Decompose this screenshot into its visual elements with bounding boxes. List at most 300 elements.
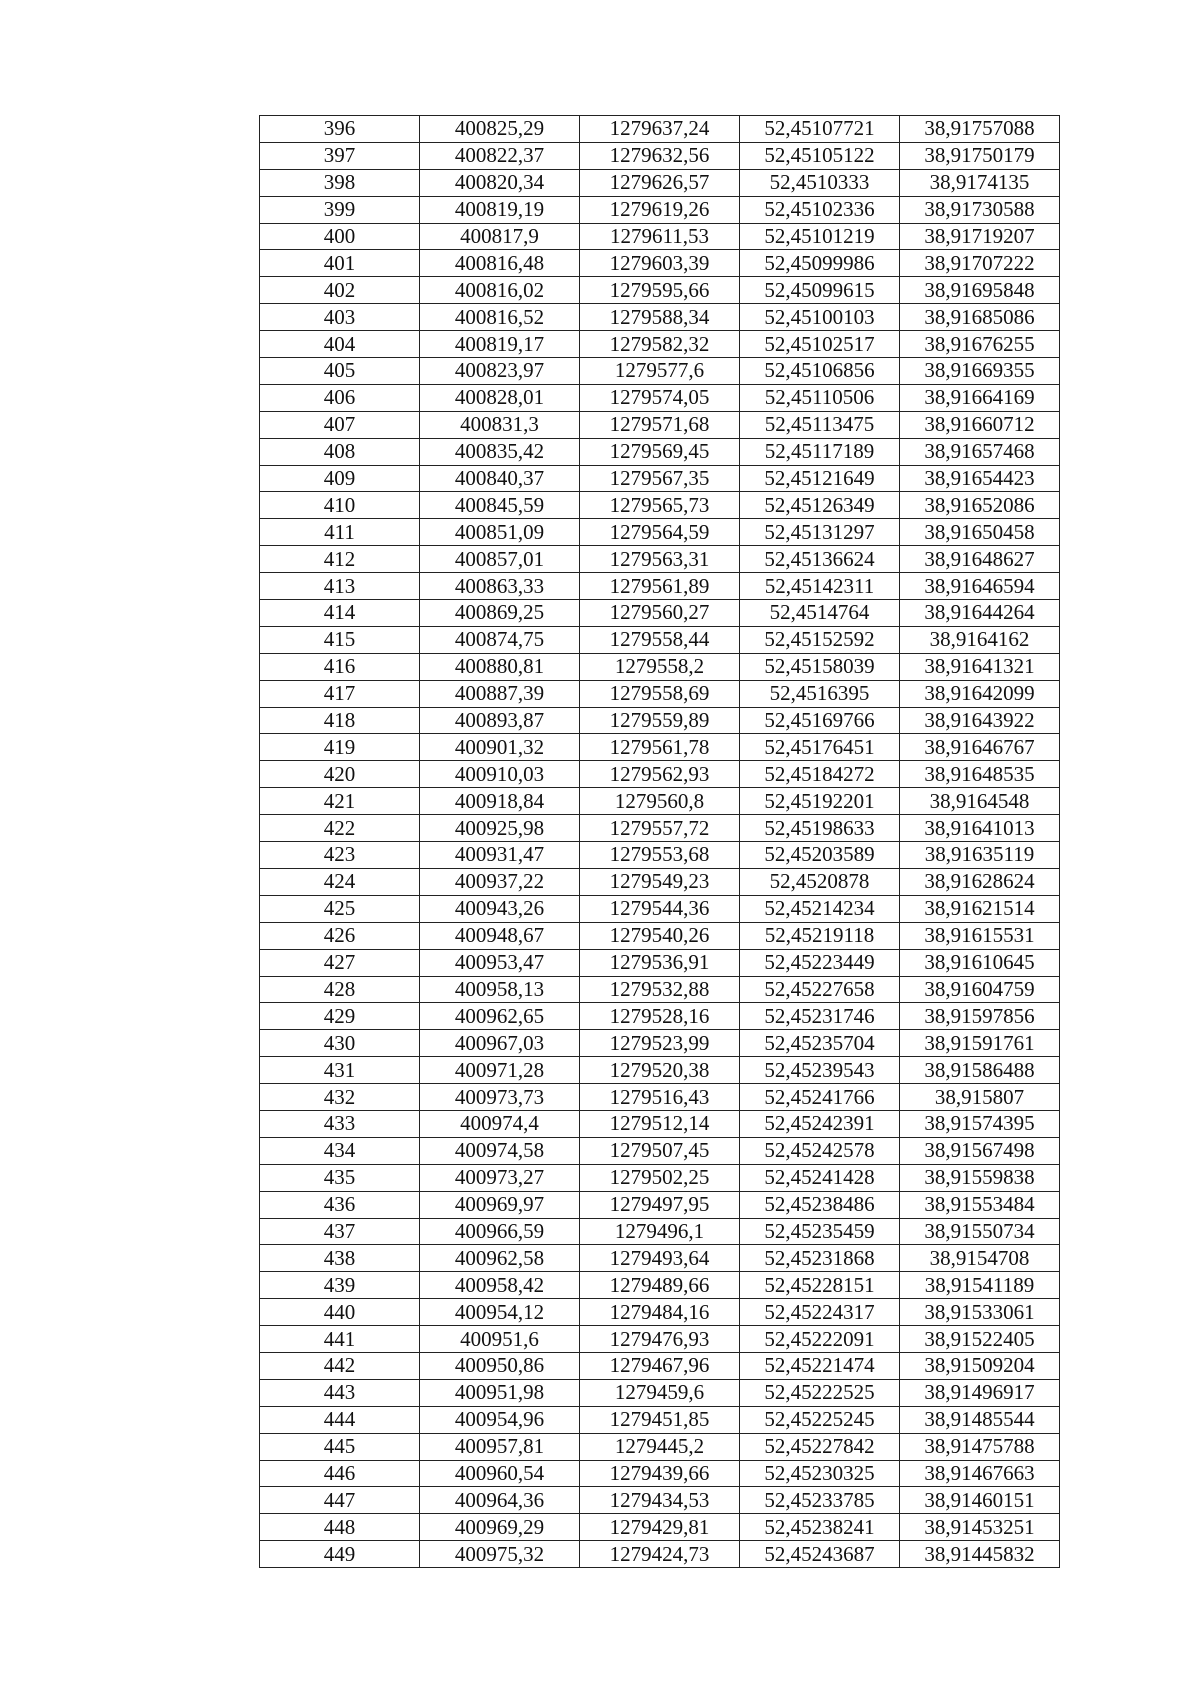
- longitude-cell: 38,91757088: [900, 116, 1060, 143]
- y-coordinate-cell: 1279558,44: [580, 626, 740, 653]
- point-number-cell: 413: [260, 573, 420, 600]
- latitude-cell: 52,45222091: [740, 1326, 900, 1353]
- y-coordinate-cell: 1279459,6: [580, 1379, 740, 1406]
- table-row: [260, 1406, 1060, 1433]
- longitude-cell: 38,91642099: [900, 680, 1060, 707]
- latitude-cell: 52,45184272: [740, 761, 900, 788]
- point-number-cell: 423: [260, 842, 420, 869]
- x-coordinate-cell: 400817,9: [420, 223, 580, 250]
- latitude-cell: 52,45126349: [740, 492, 900, 519]
- point-number-cell: 446: [260, 1460, 420, 1487]
- table-row: [260, 653, 1060, 680]
- y-coordinate-cell: 1279637,24: [580, 116, 740, 143]
- point-number-cell: 416: [260, 653, 420, 680]
- table-row: [260, 1110, 1060, 1137]
- table-row: [260, 788, 1060, 815]
- longitude-cell: 38,91460151: [900, 1487, 1060, 1514]
- y-coordinate-cell: 1279507,45: [580, 1137, 740, 1164]
- x-coordinate-cell: 400962,58: [420, 1245, 580, 1272]
- y-coordinate-cell: 1279493,64: [580, 1245, 740, 1272]
- longitude-cell: 38,91648535: [900, 761, 1060, 788]
- y-coordinate-cell: 1279424,73: [580, 1541, 740, 1568]
- coordinates-table: [259, 115, 1060, 1568]
- point-number-cell: 421: [260, 788, 420, 815]
- x-coordinate-cell: 400962,65: [420, 1003, 580, 1030]
- point-number-cell: 407: [260, 411, 420, 438]
- latitude-cell: 52,45228151: [740, 1272, 900, 1299]
- table-row: [260, 573, 1060, 600]
- table-row: [260, 411, 1060, 438]
- latitude-cell: 52,45233785: [740, 1487, 900, 1514]
- x-coordinate-cell: 400874,75: [420, 626, 580, 653]
- point-number-cell: 438: [260, 1245, 420, 1272]
- latitude-cell: 52,45158039: [740, 653, 900, 680]
- point-number-cell: 401: [260, 250, 420, 277]
- latitude-cell: 52,45231868: [740, 1245, 900, 1272]
- x-coordinate-cell: 400857,01: [420, 546, 580, 573]
- point-number-cell: 437: [260, 1218, 420, 1245]
- table-row: [260, 1084, 1060, 1111]
- longitude-cell: 38,91644264: [900, 600, 1060, 627]
- point-number-cell: 417: [260, 680, 420, 707]
- x-coordinate-cell: 400893,87: [420, 707, 580, 734]
- table-row: [260, 1003, 1060, 1030]
- table-row: [260, 492, 1060, 519]
- x-coordinate-cell: 400816,02: [420, 277, 580, 304]
- x-coordinate-cell: 400822,37: [420, 142, 580, 169]
- latitude-cell: 52,45152592: [740, 626, 900, 653]
- latitude-cell: 52,45102336: [740, 196, 900, 223]
- point-number-cell: 426: [260, 922, 420, 949]
- y-coordinate-cell: 1279561,78: [580, 734, 740, 761]
- x-coordinate-cell: 400816,48: [420, 250, 580, 277]
- y-coordinate-cell: 1279523,99: [580, 1030, 740, 1057]
- x-coordinate-cell: 400937,22: [420, 868, 580, 895]
- x-coordinate-cell: 400828,01: [420, 384, 580, 411]
- x-coordinate-cell: 400954,12: [420, 1299, 580, 1326]
- x-coordinate-cell: 400819,19: [420, 196, 580, 223]
- latitude-cell: 52,45224317: [740, 1299, 900, 1326]
- latitude-cell: 52,45105122: [740, 142, 900, 169]
- latitude-cell: 52,45107721: [740, 116, 900, 143]
- longitude-cell: 38,91621514: [900, 895, 1060, 922]
- longitude-cell: 38,91553484: [900, 1191, 1060, 1218]
- table-row: [260, 304, 1060, 331]
- table-row: [260, 949, 1060, 976]
- table-row: [260, 600, 1060, 627]
- y-coordinate-cell: 1279557,72: [580, 815, 740, 842]
- latitude-cell: 52,45110506: [740, 384, 900, 411]
- y-coordinate-cell: 1279434,53: [580, 1487, 740, 1514]
- y-coordinate-cell: 1279476,93: [580, 1326, 740, 1353]
- point-number-cell: 448: [260, 1514, 420, 1541]
- point-number-cell: 412: [260, 546, 420, 573]
- table-row: [260, 465, 1060, 492]
- point-number-cell: 422: [260, 815, 420, 842]
- x-coordinate-cell: 400851,09: [420, 519, 580, 546]
- longitude-cell: 38,91586488: [900, 1057, 1060, 1084]
- longitude-cell: 38,91597856: [900, 1003, 1060, 1030]
- latitude-cell: 52,45198633: [740, 815, 900, 842]
- latitude-cell: 52,45101219: [740, 223, 900, 250]
- table-row: [260, 142, 1060, 169]
- y-coordinate-cell: 1279549,23: [580, 868, 740, 895]
- longitude-cell: 38,91707222: [900, 250, 1060, 277]
- point-number-cell: 445: [260, 1433, 420, 1460]
- longitude-cell: 38,91453251: [900, 1514, 1060, 1541]
- x-coordinate-cell: 400825,29: [420, 116, 580, 143]
- table-row: [260, 1514, 1060, 1541]
- point-number-cell: 432: [260, 1084, 420, 1111]
- x-coordinate-cell: 400835,42: [420, 438, 580, 465]
- y-coordinate-cell: 1279577,6: [580, 358, 740, 385]
- x-coordinate-cell: 400953,47: [420, 949, 580, 976]
- table-row: [260, 519, 1060, 546]
- x-coordinate-cell: 400925,98: [420, 815, 580, 842]
- x-coordinate-cell: 400958,13: [420, 976, 580, 1003]
- y-coordinate-cell: 1279560,27: [580, 600, 740, 627]
- y-coordinate-cell: 1279563,31: [580, 546, 740, 573]
- longitude-cell: 38,91643922: [900, 707, 1060, 734]
- longitude-cell: 38,91650458: [900, 519, 1060, 546]
- point-number-cell: 424: [260, 868, 420, 895]
- latitude-cell: 52,45243687: [740, 1541, 900, 1568]
- table-row: [260, 1460, 1060, 1487]
- table-row: [260, 1352, 1060, 1379]
- table-row: [260, 1272, 1060, 1299]
- y-coordinate-cell: 1279544,36: [580, 895, 740, 922]
- table-row: [260, 1541, 1060, 1568]
- x-coordinate-cell: 400887,39: [420, 680, 580, 707]
- x-coordinate-cell: 400869,25: [420, 600, 580, 627]
- x-coordinate-cell: 400973,73: [420, 1084, 580, 1111]
- point-number-cell: 403: [260, 304, 420, 331]
- point-number-cell: 443: [260, 1379, 420, 1406]
- point-number-cell: 430: [260, 1030, 420, 1057]
- latitude-cell: 52,45235704: [740, 1030, 900, 1057]
- y-coordinate-cell: 1279561,89: [580, 573, 740, 600]
- x-coordinate-cell: 400819,17: [420, 331, 580, 358]
- point-number-cell: 402: [260, 277, 420, 304]
- point-number-cell: 411: [260, 519, 420, 546]
- longitude-cell: 38,91657468: [900, 438, 1060, 465]
- longitude-cell: 38,91533061: [900, 1299, 1060, 1326]
- table-row: [260, 1487, 1060, 1514]
- y-coordinate-cell: 1279595,66: [580, 277, 740, 304]
- longitude-cell: 38,91496917: [900, 1379, 1060, 1406]
- x-coordinate-cell: 400973,27: [420, 1164, 580, 1191]
- point-number-cell: 442: [260, 1352, 420, 1379]
- y-coordinate-cell: 1279564,59: [580, 519, 740, 546]
- point-number-cell: 441: [260, 1326, 420, 1353]
- point-number-cell: 410: [260, 492, 420, 519]
- latitude-cell: 52,4514764: [740, 600, 900, 627]
- point-number-cell: 400: [260, 223, 420, 250]
- table-row: [260, 680, 1060, 707]
- x-coordinate-cell: 400951,6: [420, 1326, 580, 1353]
- y-coordinate-cell: 1279626,57: [580, 169, 740, 196]
- longitude-cell: 38,91550734: [900, 1218, 1060, 1245]
- x-coordinate-cell: 400960,54: [420, 1460, 580, 1487]
- y-coordinate-cell: 1279565,73: [580, 492, 740, 519]
- y-coordinate-cell: 1279496,1: [580, 1218, 740, 1245]
- y-coordinate-cell: 1279439,66: [580, 1460, 740, 1487]
- point-number-cell: 419: [260, 734, 420, 761]
- latitude-cell: 52,45106856: [740, 358, 900, 385]
- x-coordinate-cell: 400967,03: [420, 1030, 580, 1057]
- y-coordinate-cell: 1279574,05: [580, 384, 740, 411]
- table-row: [260, 358, 1060, 385]
- table-row: [260, 1191, 1060, 1218]
- x-coordinate-cell: 400880,81: [420, 653, 580, 680]
- table-row: [260, 626, 1060, 653]
- y-coordinate-cell: 1279562,93: [580, 761, 740, 788]
- longitude-cell: 38,91559838: [900, 1164, 1060, 1191]
- longitude-cell: 38,91485544: [900, 1406, 1060, 1433]
- longitude-cell: 38,91719207: [900, 223, 1060, 250]
- longitude-cell: 38,91615531: [900, 922, 1060, 949]
- latitude-cell: 52,45219118: [740, 922, 900, 949]
- point-number-cell: 399: [260, 196, 420, 223]
- latitude-cell: 52,4516395: [740, 680, 900, 707]
- x-coordinate-cell: 400948,67: [420, 922, 580, 949]
- table-row: [260, 1299, 1060, 1326]
- longitude-cell: 38,91522405: [900, 1326, 1060, 1353]
- x-coordinate-cell: 400974,58: [420, 1137, 580, 1164]
- x-coordinate-cell: 400957,81: [420, 1433, 580, 1460]
- table-row: [260, 895, 1060, 922]
- table-row: [260, 1326, 1060, 1353]
- point-number-cell: 429: [260, 1003, 420, 1030]
- longitude-cell: 38,91695848: [900, 277, 1060, 304]
- longitude-cell: 38,91730588: [900, 196, 1060, 223]
- table-row: [260, 1245, 1060, 1272]
- y-coordinate-cell: 1279558,69: [580, 680, 740, 707]
- y-coordinate-cell: 1279567,35: [580, 465, 740, 492]
- point-number-cell: 398: [260, 169, 420, 196]
- latitude-cell: 52,45241766: [740, 1084, 900, 1111]
- table-row: [260, 868, 1060, 895]
- x-coordinate-cell: 400971,28: [420, 1057, 580, 1084]
- table-row: [260, 331, 1060, 358]
- x-coordinate-cell: 400918,84: [420, 788, 580, 815]
- x-coordinate-cell: 400969,97: [420, 1191, 580, 1218]
- longitude-cell: 38,91654423: [900, 465, 1060, 492]
- point-number-cell: 427: [260, 949, 420, 976]
- y-coordinate-cell: 1279528,16: [580, 1003, 740, 1030]
- point-number-cell: 428: [260, 976, 420, 1003]
- y-coordinate-cell: 1279569,45: [580, 438, 740, 465]
- latitude-cell: 52,45099986: [740, 250, 900, 277]
- x-coordinate-cell: 400975,32: [420, 1541, 580, 1568]
- latitude-cell: 52,45231746: [740, 1003, 900, 1030]
- longitude-cell: 38,91610645: [900, 949, 1060, 976]
- latitude-cell: 52,45102517: [740, 331, 900, 358]
- latitude-cell: 52,45136624: [740, 546, 900, 573]
- table-row: [260, 734, 1060, 761]
- x-coordinate-cell: 400943,26: [420, 895, 580, 922]
- point-number-cell: 447: [260, 1487, 420, 1514]
- table-row: [260, 277, 1060, 304]
- latitude-cell: 52,45100103: [740, 304, 900, 331]
- table-row: [260, 116, 1060, 143]
- longitude-cell: 38,91648627: [900, 546, 1060, 573]
- y-coordinate-cell: 1279571,68: [580, 411, 740, 438]
- table-row: [260, 761, 1060, 788]
- x-coordinate-cell: 400816,52: [420, 304, 580, 331]
- x-coordinate-cell: 400954,96: [420, 1406, 580, 1433]
- x-coordinate-cell: 400863,33: [420, 573, 580, 600]
- x-coordinate-cell: 400823,97: [420, 358, 580, 385]
- y-coordinate-cell: 1279502,25: [580, 1164, 740, 1191]
- table-row: [260, 250, 1060, 277]
- latitude-cell: 52,45230325: [740, 1460, 900, 1487]
- latitude-cell: 52,45203589: [740, 842, 900, 869]
- longitude-cell: 38,91567498: [900, 1137, 1060, 1164]
- y-coordinate-cell: 1279520,38: [580, 1057, 740, 1084]
- x-coordinate-cell: 400910,03: [420, 761, 580, 788]
- longitude-cell: 38,91676255: [900, 331, 1060, 358]
- longitude-cell: 38,91664169: [900, 384, 1060, 411]
- table-row: [260, 1218, 1060, 1245]
- x-coordinate-cell: 400950,86: [420, 1352, 580, 1379]
- x-coordinate-cell: 400966,59: [420, 1218, 580, 1245]
- point-number-cell: 434: [260, 1137, 420, 1164]
- point-number-cell: 435: [260, 1164, 420, 1191]
- longitude-cell: 38,91574395: [900, 1110, 1060, 1137]
- longitude-cell: 38,91541189: [900, 1272, 1060, 1299]
- table-row: [260, 384, 1060, 411]
- latitude-cell: 52,45235459: [740, 1218, 900, 1245]
- y-coordinate-cell: 1279553,68: [580, 842, 740, 869]
- table-row: [260, 1057, 1060, 1084]
- x-coordinate-cell: 400969,29: [420, 1514, 580, 1541]
- longitude-cell: 38,91635119: [900, 842, 1060, 869]
- point-number-cell: 415: [260, 626, 420, 653]
- table-row: [260, 196, 1060, 223]
- y-coordinate-cell: 1279559,89: [580, 707, 740, 734]
- x-coordinate-cell: 400958,42: [420, 1272, 580, 1299]
- latitude-cell: 52,45131297: [740, 519, 900, 546]
- latitude-cell: 52,45241428: [740, 1164, 900, 1191]
- latitude-cell: 52,45221474: [740, 1352, 900, 1379]
- point-number-cell: 449: [260, 1541, 420, 1568]
- x-coordinate-cell: 400901,32: [420, 734, 580, 761]
- longitude-cell: 38,91467663: [900, 1460, 1060, 1487]
- point-number-cell: 408: [260, 438, 420, 465]
- longitude-cell: 38,91646767: [900, 734, 1060, 761]
- longitude-cell: 38,9174135: [900, 169, 1060, 196]
- longitude-cell: 38,9154708: [900, 1245, 1060, 1272]
- longitude-cell: 38,91641321: [900, 653, 1060, 680]
- x-coordinate-cell: 400845,59: [420, 492, 580, 519]
- longitude-cell: 38,91591761: [900, 1030, 1060, 1057]
- longitude-cell: 38,91509204: [900, 1352, 1060, 1379]
- y-coordinate-cell: 1279532,88: [580, 976, 740, 1003]
- table-row: [260, 169, 1060, 196]
- y-coordinate-cell: 1279582,32: [580, 331, 740, 358]
- latitude-cell: 52,45227842: [740, 1433, 900, 1460]
- y-coordinate-cell: 1279536,91: [580, 949, 740, 976]
- latitude-cell: 52,45142311: [740, 573, 900, 600]
- y-coordinate-cell: 1279445,2: [580, 1433, 740, 1460]
- y-coordinate-cell: 1279484,16: [580, 1299, 740, 1326]
- latitude-cell: 52,45238486: [740, 1191, 900, 1218]
- latitude-cell: 52,45192201: [740, 788, 900, 815]
- table-row: [260, 815, 1060, 842]
- latitude-cell: 52,45176451: [740, 734, 900, 761]
- y-coordinate-cell: 1279540,26: [580, 922, 740, 949]
- point-number-cell: 396: [260, 116, 420, 143]
- x-coordinate-cell: 400931,47: [420, 842, 580, 869]
- table-row: [260, 223, 1060, 250]
- latitude-cell: 52,45239543: [740, 1057, 900, 1084]
- latitude-cell: 52,4510333: [740, 169, 900, 196]
- table-row: [260, 922, 1060, 949]
- longitude-cell: 38,915807: [900, 1084, 1060, 1111]
- y-coordinate-cell: 1279429,81: [580, 1514, 740, 1541]
- point-number-cell: 431: [260, 1057, 420, 1084]
- latitude-cell: 52,45099615: [740, 277, 900, 304]
- longitude-cell: 38,91669355: [900, 358, 1060, 385]
- longitude-cell: 38,91604759: [900, 976, 1060, 1003]
- y-coordinate-cell: 1279451,85: [580, 1406, 740, 1433]
- longitude-cell: 38,91646594: [900, 573, 1060, 600]
- point-number-cell: 414: [260, 600, 420, 627]
- longitude-cell: 38,9164548: [900, 788, 1060, 815]
- table-row: [260, 1379, 1060, 1406]
- latitude-cell: 52,45222525: [740, 1379, 900, 1406]
- latitude-cell: 52,45121649: [740, 465, 900, 492]
- table-row: [260, 546, 1060, 573]
- point-number-cell: 405: [260, 358, 420, 385]
- y-coordinate-cell: 1279512,14: [580, 1110, 740, 1137]
- latitude-cell: 52,45117189: [740, 438, 900, 465]
- y-coordinate-cell: 1279497,95: [580, 1191, 740, 1218]
- point-number-cell: 406: [260, 384, 420, 411]
- latitude-cell: 52,45225245: [740, 1406, 900, 1433]
- point-number-cell: 439: [260, 1272, 420, 1299]
- y-coordinate-cell: 1279558,2: [580, 653, 740, 680]
- y-coordinate-cell: 1279467,96: [580, 1352, 740, 1379]
- latitude-cell: 52,45113475: [740, 411, 900, 438]
- latitude-cell: 52,45169766: [740, 707, 900, 734]
- point-number-cell: 433: [260, 1110, 420, 1137]
- x-coordinate-cell: 400951,98: [420, 1379, 580, 1406]
- latitude-cell: 52,45227658: [740, 976, 900, 1003]
- table-row: [260, 707, 1060, 734]
- y-coordinate-cell: 1279632,56: [580, 142, 740, 169]
- point-number-cell: 409: [260, 465, 420, 492]
- point-number-cell: 444: [260, 1406, 420, 1433]
- longitude-cell: 38,91660712: [900, 411, 1060, 438]
- table-row: [260, 1433, 1060, 1460]
- y-coordinate-cell: 1279516,43: [580, 1084, 740, 1111]
- coordinates-table-body: [260, 116, 1060, 1568]
- longitude-cell: 38,91750179: [900, 142, 1060, 169]
- point-number-cell: 404: [260, 331, 420, 358]
- longitude-cell: 38,91628624: [900, 868, 1060, 895]
- longitude-cell: 38,91652086: [900, 492, 1060, 519]
- longitude-cell: 38,91641013: [900, 815, 1060, 842]
- longitude-cell: 38,9164162: [900, 626, 1060, 653]
- y-coordinate-cell: 1279619,26: [580, 196, 740, 223]
- x-coordinate-cell: 400820,34: [420, 169, 580, 196]
- x-coordinate-cell: 400831,3: [420, 411, 580, 438]
- x-coordinate-cell: 400840,37: [420, 465, 580, 492]
- y-coordinate-cell: 1279489,66: [580, 1272, 740, 1299]
- longitude-cell: 38,91685086: [900, 304, 1060, 331]
